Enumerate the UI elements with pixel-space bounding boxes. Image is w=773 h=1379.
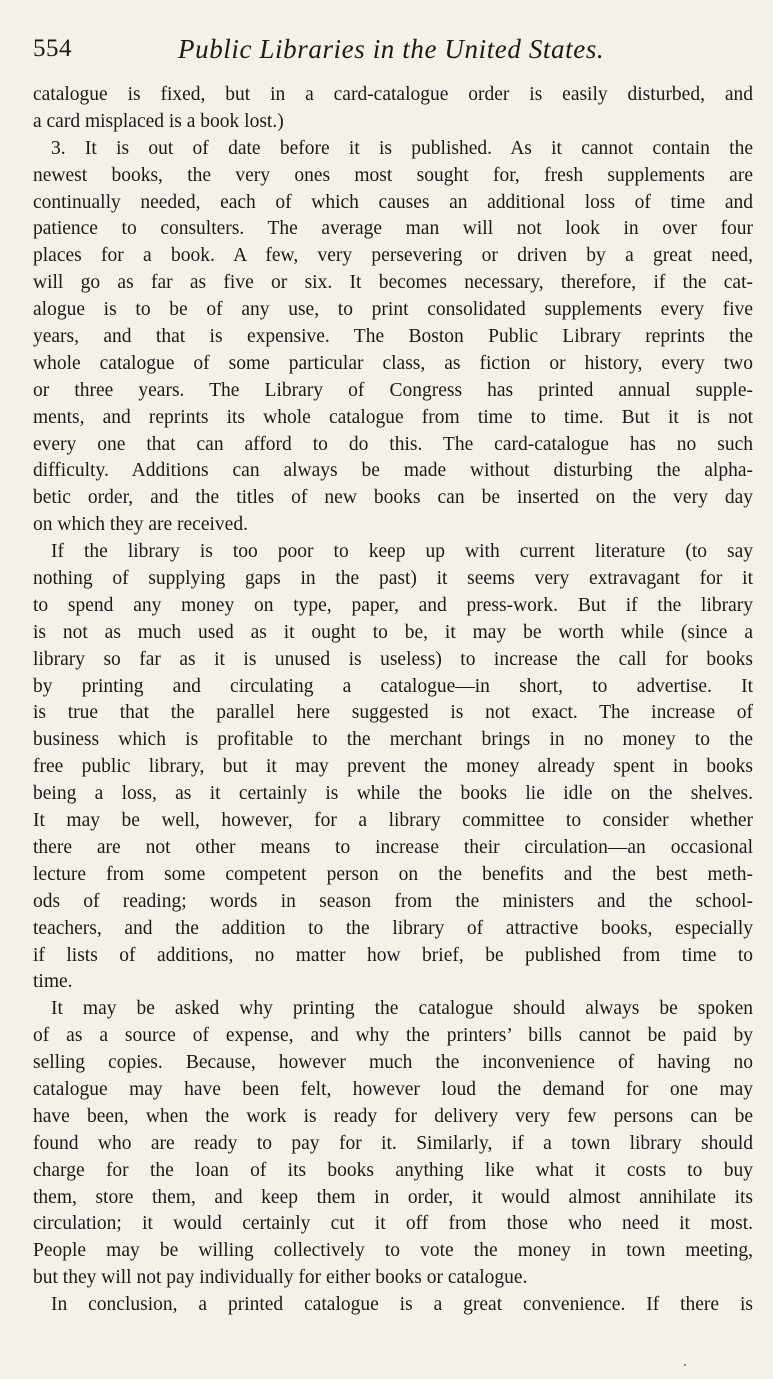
text-line: If the library is too poor to keep up with current literature (to say: [51, 541, 753, 563]
print-speck: [684, 1364, 686, 1366]
body-text: [33, 82, 753, 1319]
text-line: patience to consulters. The average man will not look in over four: [33, 218, 753, 240]
text-line: catalogue may have been felt, however loud the demand for one may: [33, 1078, 753, 1100]
text-line: teachers, and the addition to the library of attractive books, especially: [33, 917, 753, 939]
text-line: there are not other means to increase their circulation—an occasional: [33, 836, 753, 858]
text-line: charge for the loan of its books anything like what it costs to buy: [33, 1159, 753, 1181]
text-line: on which they are received.: [33, 514, 248, 536]
text-line: betic order, and the titles of new books can be inserted on the very day: [33, 487, 753, 509]
text-line: is not as much used as it ought to be, it may be worth while (since a: [33, 621, 753, 643]
text-line: catalogue is fixed, but in a card-catalogue order is easily disturbed, and: [33, 84, 753, 105]
text-line: It may be asked why printing the catalogue should always be spoken: [51, 998, 753, 1020]
text-line: is true that the parallel here suggested is not exact. The increase of: [33, 702, 753, 724]
text-line: being a loss, as it certainly is while the books lie idle on the shelves.: [33, 783, 753, 805]
text-line: a card misplaced is a book lost.): [33, 110, 284, 132]
text-line: found who are ready to pay for it. Similarly, if a town library should: [33, 1132, 753, 1154]
text-line: ments, and reprints its whole catalogue from time to time. But it is not: [33, 406, 753, 428]
text-line: lecture from some competent person on the benefits and the best meth-: [33, 863, 753, 885]
text-line: continually needed, each of which causes an additional loss of time and: [33, 191, 753, 213]
text-line: of as a source of expense, and why the printers’ bills cannot be paid by: [33, 1025, 753, 1047]
text-line: but they will not pay individually for either books or catalogue.: [33, 1267, 528, 1289]
text-line: library so far as it is unused is useless) to increase the call for books: [33, 648, 753, 670]
text-line: selling copies. Because, however much the inconvenience of having no: [33, 1052, 753, 1074]
text-line: difficulty. Additions can always be made without disturbing the alpha-: [33, 460, 753, 482]
text-line: will go as far as five or six. It becomes necessary, therefore, if the cat-: [33, 272, 753, 294]
page-header: [33, 32, 745, 72]
text-line: People may be willing collectively to vote the money in town meeting,: [33, 1240, 753, 1262]
text-line: newest books, the very ones most sought for, fresh supplements are: [33, 164, 753, 186]
text-line: time.: [33, 971, 73, 993]
text-line: free public library, but it may prevent the money already spent in books: [33, 756, 753, 778]
text-line: by printing and circulating a catalogue—in short, to advertise. It: [33, 675, 753, 697]
text-line: if lists of additions, no matter how brief, be published from time to: [33, 944, 753, 966]
text-line: have been, when the work is ready for delivery very few persons can be: [33, 1105, 753, 1127]
running-head: Public Libraries in the United States.: [178, 34, 605, 64]
text-line: It may be well, however, for a library committee to consider whether: [33, 810, 753, 832]
text-line: them, store them, and keep them in order, it would almost annihilate its: [33, 1186, 753, 1208]
text-line: places for a book. A few, very persevering or driven by a great need,: [33, 245, 753, 267]
text-line: business which is profitable to the merchant brings in no money to the: [33, 729, 753, 751]
text-line: to spend any money on type, paper, and press-work. But if the library: [33, 594, 753, 616]
text-line: every one that can afford to do this. The card-catalogue has no such: [33, 433, 753, 455]
text-line: nothing of supplying gaps in the past) it seems very extravagant for it: [33, 568, 753, 590]
text-line: or three years. The Library of Congress has printed annual supple-: [33, 379, 753, 401]
text-line: ods of reading; words in season from the ministers and the school-: [33, 890, 753, 912]
text-line: circulation; it would certainly cut it off from those who need it most.: [33, 1213, 753, 1235]
text-line: years, and that is expensive. The Boston Public Library reprints the: [33, 326, 753, 348]
text-line: alogue is to be of any use, to print consolidated supplements every five: [33, 299, 753, 321]
page-number: 554: [33, 35, 72, 62]
text-line: 3. It is out of date before it is published. As it cannot contain the: [51, 137, 753, 159]
text-line: whole catalogue of some particular class, as fiction or history, every two: [33, 352, 753, 374]
text-line: In conclusion, a printed catalogue is a great convenience. If there is: [51, 1294, 753, 1316]
